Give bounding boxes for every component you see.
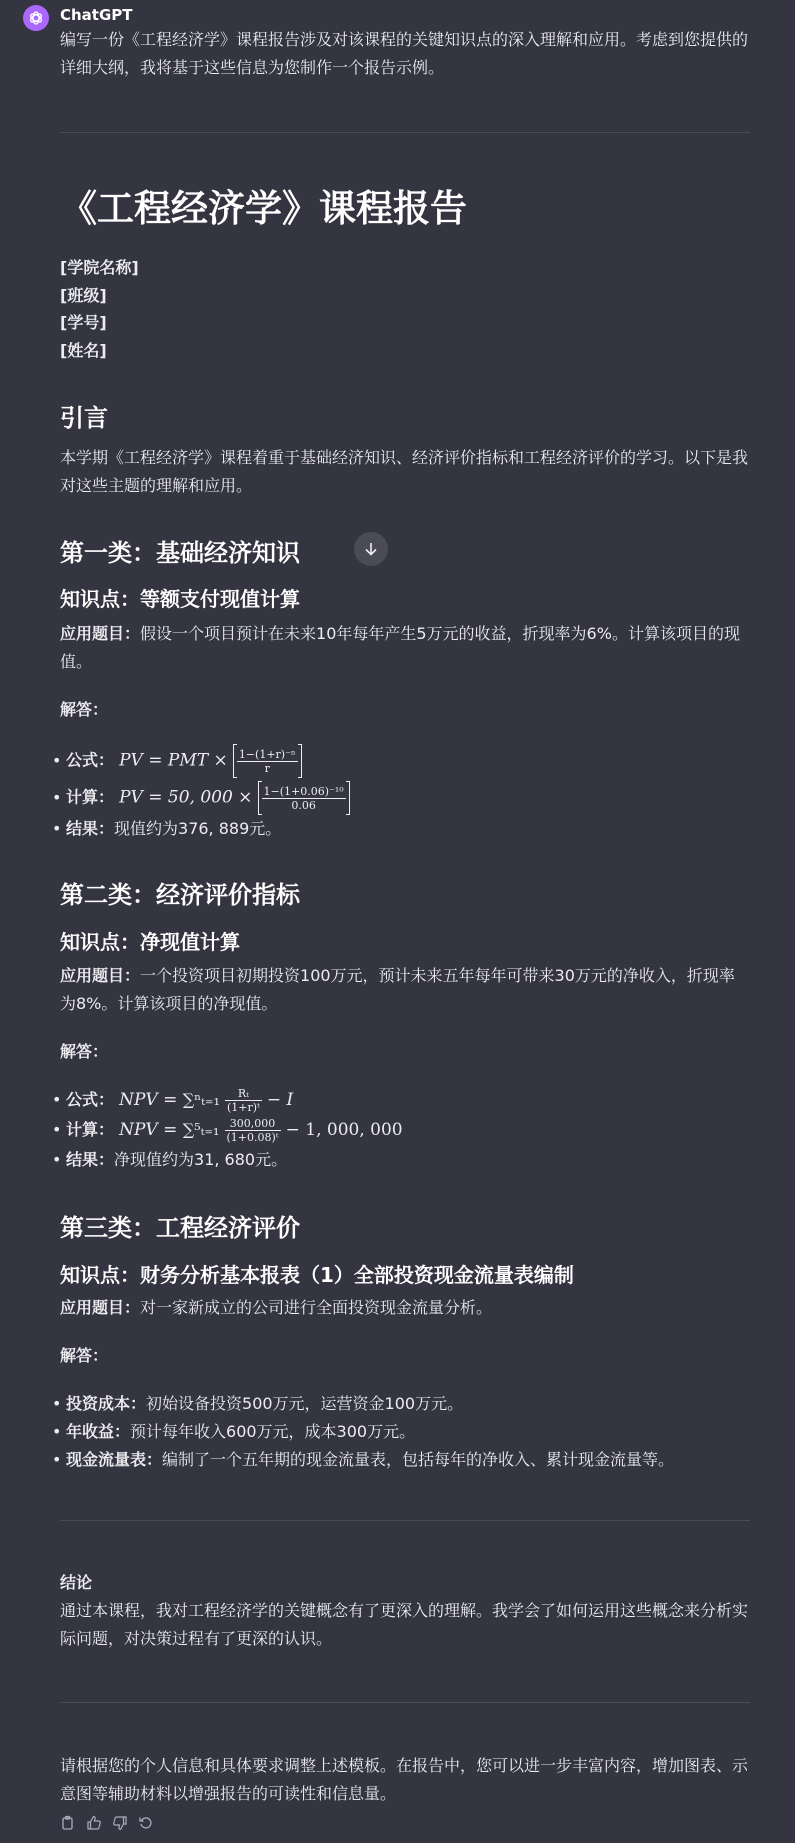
section2-problem — [60, 962, 750, 1018]
meta-class: [班级] — [60, 285, 107, 305]
meta-name: [姓名] — [60, 340, 107, 360]
item-text: 编制了一个五年期的现金流量表，包括每年的净收入、累计现金流量等。 — [162, 1450, 675, 1469]
section2-answer-label: 解答： — [60, 1042, 109, 1061]
section1-formula: • 公式： PV = PMT × $\frac{\text{1−(1+r)⁻ⁿ}}{r}$ — [52, 744, 302, 778]
intro-text: 编写一份《工程经济学》课程报告涉及对该课程的关键知识点的深入理解和应用。考虑到您提供的详细大纲，我将基于这些信息为您制作一个报告示例。 — [60, 30, 749, 77]
chatgpt-avatar — [23, 5, 49, 31]
meta-student-id: [学号] — [60, 313, 107, 332]
item-label: 现金流量表： — [66, 1450, 163, 1469]
copy-icon[interactable] — [60, 1815, 76, 1831]
section3-item: • 年收益：预计每年收入600万元，成本300万元。 — [52, 1422, 416, 1441]
result-label: 结果： — [66, 1150, 115, 1169]
section1-calculation: • 计算： PV = 50, 000 × $\frac{\text{1−(1+0.06)⁻¹⁰}}{0.06}$ — [52, 781, 350, 815]
meta-college: [学院名称] — [60, 258, 139, 277]
section1-knowledge: 知识点：等额支付现值计算 — [60, 587, 300, 611]
section2-formula: • 公式： NPV = ∑ⁿₜ₌₁ $\frac{\text{Rₜ}}{\text{(1+r)ᵗ}}$ − I — [52, 1087, 294, 1114]
section3-heading: 第三类：工程经济评价 — [60, 1214, 300, 1242]
meta-fields — [60, 254, 139, 364]
calc-tail: − 1, 000, 000 — [285, 1120, 403, 1140]
formula-label: 公式： — [66, 750, 115, 770]
calc-label: 计算： — [66, 1120, 115, 1139]
item-text: 预计每年收入600万元，成本300万元。 — [130, 1422, 416, 1441]
thumbs-down-icon[interactable] — [112, 1815, 128, 1831]
formula-lhs: PV = PMT × — [119, 750, 228, 771]
section1-heading: 第一类：基础经济知识 — [60, 539, 300, 567]
problem-label: 应用题目： — [60, 624, 141, 643]
result-label: 结果： — [66, 819, 115, 838]
preface-heading: 引言 — [60, 404, 108, 432]
problem-text: 假设一个项目预计在未来10年每年产生5万元的收益，折现率为6%。计算该项目的现值。 — [60, 624, 740, 671]
calc-label: 计算： — [66, 787, 115, 807]
problem-label: 应用题目： — [60, 966, 141, 985]
preface-text: 本学期《工程经济学》课程着重于基础经济知识、经济评价指标和工程经济评价的学习。以下是我对这些主题的理解和应用。 — [60, 448, 749, 495]
divider — [60, 1702, 750, 1703]
section3-answer-label: 解答： — [60, 1346, 109, 1365]
message-actions — [60, 1815, 154, 1831]
result-text: 净现值约为31, 680元。 — [114, 1150, 288, 1169]
problem-text: 对一家新成立的公司进行全面投资现金流量分析。 — [140, 1298, 493, 1317]
section1-problem — [60, 620, 750, 676]
section2-result: • 结果：净现值约为31, 680元。 — [52, 1150, 288, 1169]
section3-knowledge: 知识点：财务分析基本报表（1）全部投资现金流量表编制 — [60, 1263, 574, 1287]
divider — [60, 1520, 750, 1521]
problem-text: 一个投资项目初期投资100万元，预计未来五年每年可带来30万元的净收入，折现率为8%。计算该项目的净现值。 — [60, 966, 735, 1013]
item-label: 年收益： — [66, 1422, 131, 1441]
arrow-down-icon — [363, 541, 379, 557]
section2-calculation: • 计算： NPV = ∑⁵ₜ₌₁ $\frac{300,000}{\text{(1+0.08)ᵗ}}$ − 1, 000, 000 — [52, 1117, 403, 1144]
calc-lhs: PV = 50, 000 × — [119, 787, 253, 808]
scroll-down-button[interactable] — [354, 532, 388, 566]
report-title: 《工程经济学》课程报告 — [60, 187, 467, 230]
calc-fraction: $\frac{\text{1−(1+0.06)⁻¹⁰}}{0.06}$ — [263, 784, 344, 812]
divider — [60, 132, 750, 133]
item-text: 初始设备投资500万元，运营资金100万元。 — [146, 1394, 464, 1413]
closing-text: 请根据您的个人信息和具体要求调整上述模板。在报告中，您可以进一步丰富内容，增加图表、示意图等辅助材料以增强报告的可读性和信息量。 — [60, 1756, 749, 1803]
section1-answer-label: 解答： — [60, 700, 109, 719]
formula-fraction: $\frac{\text{1−(1+r)⁻ⁿ}}{r}$ — [238, 747, 296, 775]
conclusion-text: 通过本课程，我对工程经济学的关键概念有了更深入的理解。我学会了如何运用这些概念来分析实际问题，对决策过程有了更深的认识。 — [60, 1601, 749, 1648]
calc-fraction: $\frac{300,000}{\text{(1+0.08)ᵗ}}$ — [226, 1117, 279, 1144]
formula-lhs: NPV = — [119, 1090, 183, 1110]
item-label: 投资成本： — [66, 1394, 147, 1413]
calc-sum: ∑⁵ₜ₌₁ — [182, 1120, 220, 1139]
section2-knowledge: 知识点：净现值计算 — [60, 930, 240, 954]
author-name: ChatGPT — [60, 6, 133, 24]
conclusion-heading: 结论 — [60, 1573, 93, 1592]
calc-lhs: NPV = — [119, 1120, 183, 1140]
formula-fraction: $\frac{\text{Rₜ}}{\text{(1+r)ᵗ}}$ — [227, 1087, 260, 1114]
formula-tail: − I — [266, 1090, 294, 1110]
regenerate-icon[interactable] — [138, 1815, 154, 1831]
section3-item: • 现金流量表：编制了一个五年期的现金流量表，包括每年的净收入、累计现金流量等。 — [52, 1450, 675, 1469]
problem-label: 应用题目： — [60, 1298, 141, 1317]
thumbs-up-icon[interactable] — [86, 1815, 102, 1831]
section2-heading: 第二类：经济评价指标 — [60, 881, 300, 909]
openai-logo-icon — [28, 10, 44, 26]
result-text: 现值约为376, 889元。 — [114, 819, 282, 838]
section3-problem — [60, 1294, 750, 1322]
formula-sum: ∑ⁿₜ₌₁ — [182, 1090, 220, 1109]
formula-label: 公式： — [66, 1090, 115, 1109]
section3-item: • 投资成本：初始设备投资500万元，运营资金100万元。 — [52, 1394, 464, 1413]
section1-result: • 结果：现值约为376, 889元。 — [52, 819, 282, 838]
